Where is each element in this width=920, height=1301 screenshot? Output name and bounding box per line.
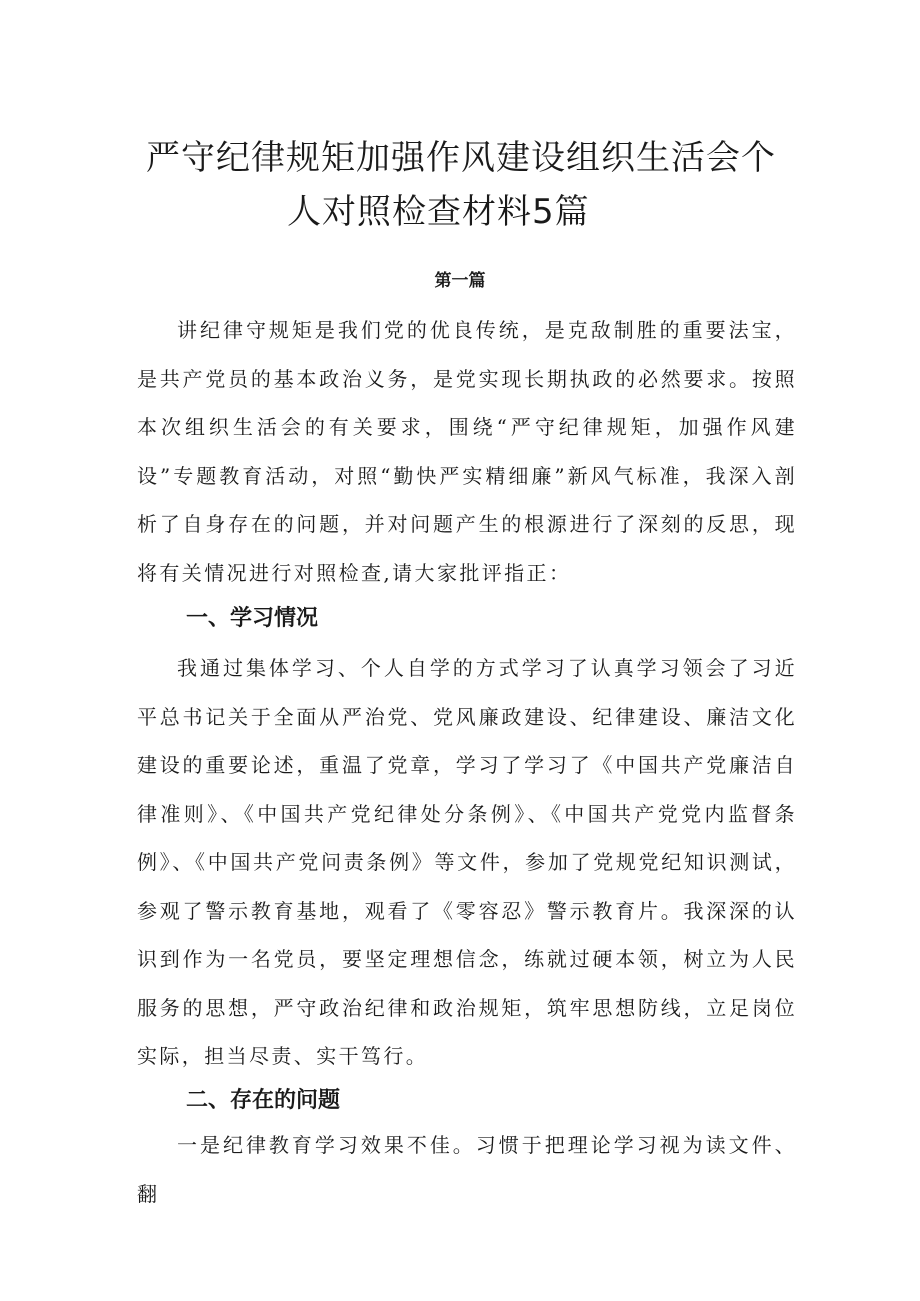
intro-paragraph: 讲纪律守规矩是我们党的优良传统，是克敌制胜的重要法宝，是共产党员的基本政治义务，是党实现长期执政的必然要求。按照本次组织生活会的有关要求，围绕“严守纪律规矩，加强作风建设”专题教育活动，对照“勤快严实精细廉”新风气标准，我深入剖析了自身存在的问题，并对问题产生的根源进行了深刻的反思，现将有关情况进行对照检查,请大家批评指正： — [137, 318, 797, 585]
heading-existing-problems: 二、存在的问题 — [186, 1088, 341, 1113]
problems-paragraph: 一是纪律教育学习效果不佳。习惯于把理论学习视为读文件、翻 — [137, 1133, 797, 1206]
document-title-line-2: 人对照检查材料5篇 — [287, 192, 590, 232]
heading-study-situation: 一、学习情况 — [186, 606, 319, 631]
study-paragraph: 我通过集体学习、个人自学的方式学习了认真学习领会了习近平总书记关于全面从严治党、党风廉政建设、纪律建设、廉洁文化建设的重要论述，重温了党章，学习了学习了《中国共产党廉洁自律准则》、《中国共产党纪律处分条例》、《中国共产党党内监督条例》、《中国共产党问责条例》等文件，参加了党规党纪知识测试，参观了警示教育基地，观看了《零容忍》警示教育片。我深深的认识到作为一名党员，要坚定理想信念，练就过硬本领，树立为人民服务的思想，严守政治纪律和政治规矩，筑牢思想防线，立足岗位实际，担当尽责、实干笃行。 — [137, 656, 797, 1068]
section-subtitle: 第一篇 — [434, 271, 486, 291]
document-title-line-1: 严守纪律规矩加强作风建设组织生活会个 — [146, 138, 776, 178]
